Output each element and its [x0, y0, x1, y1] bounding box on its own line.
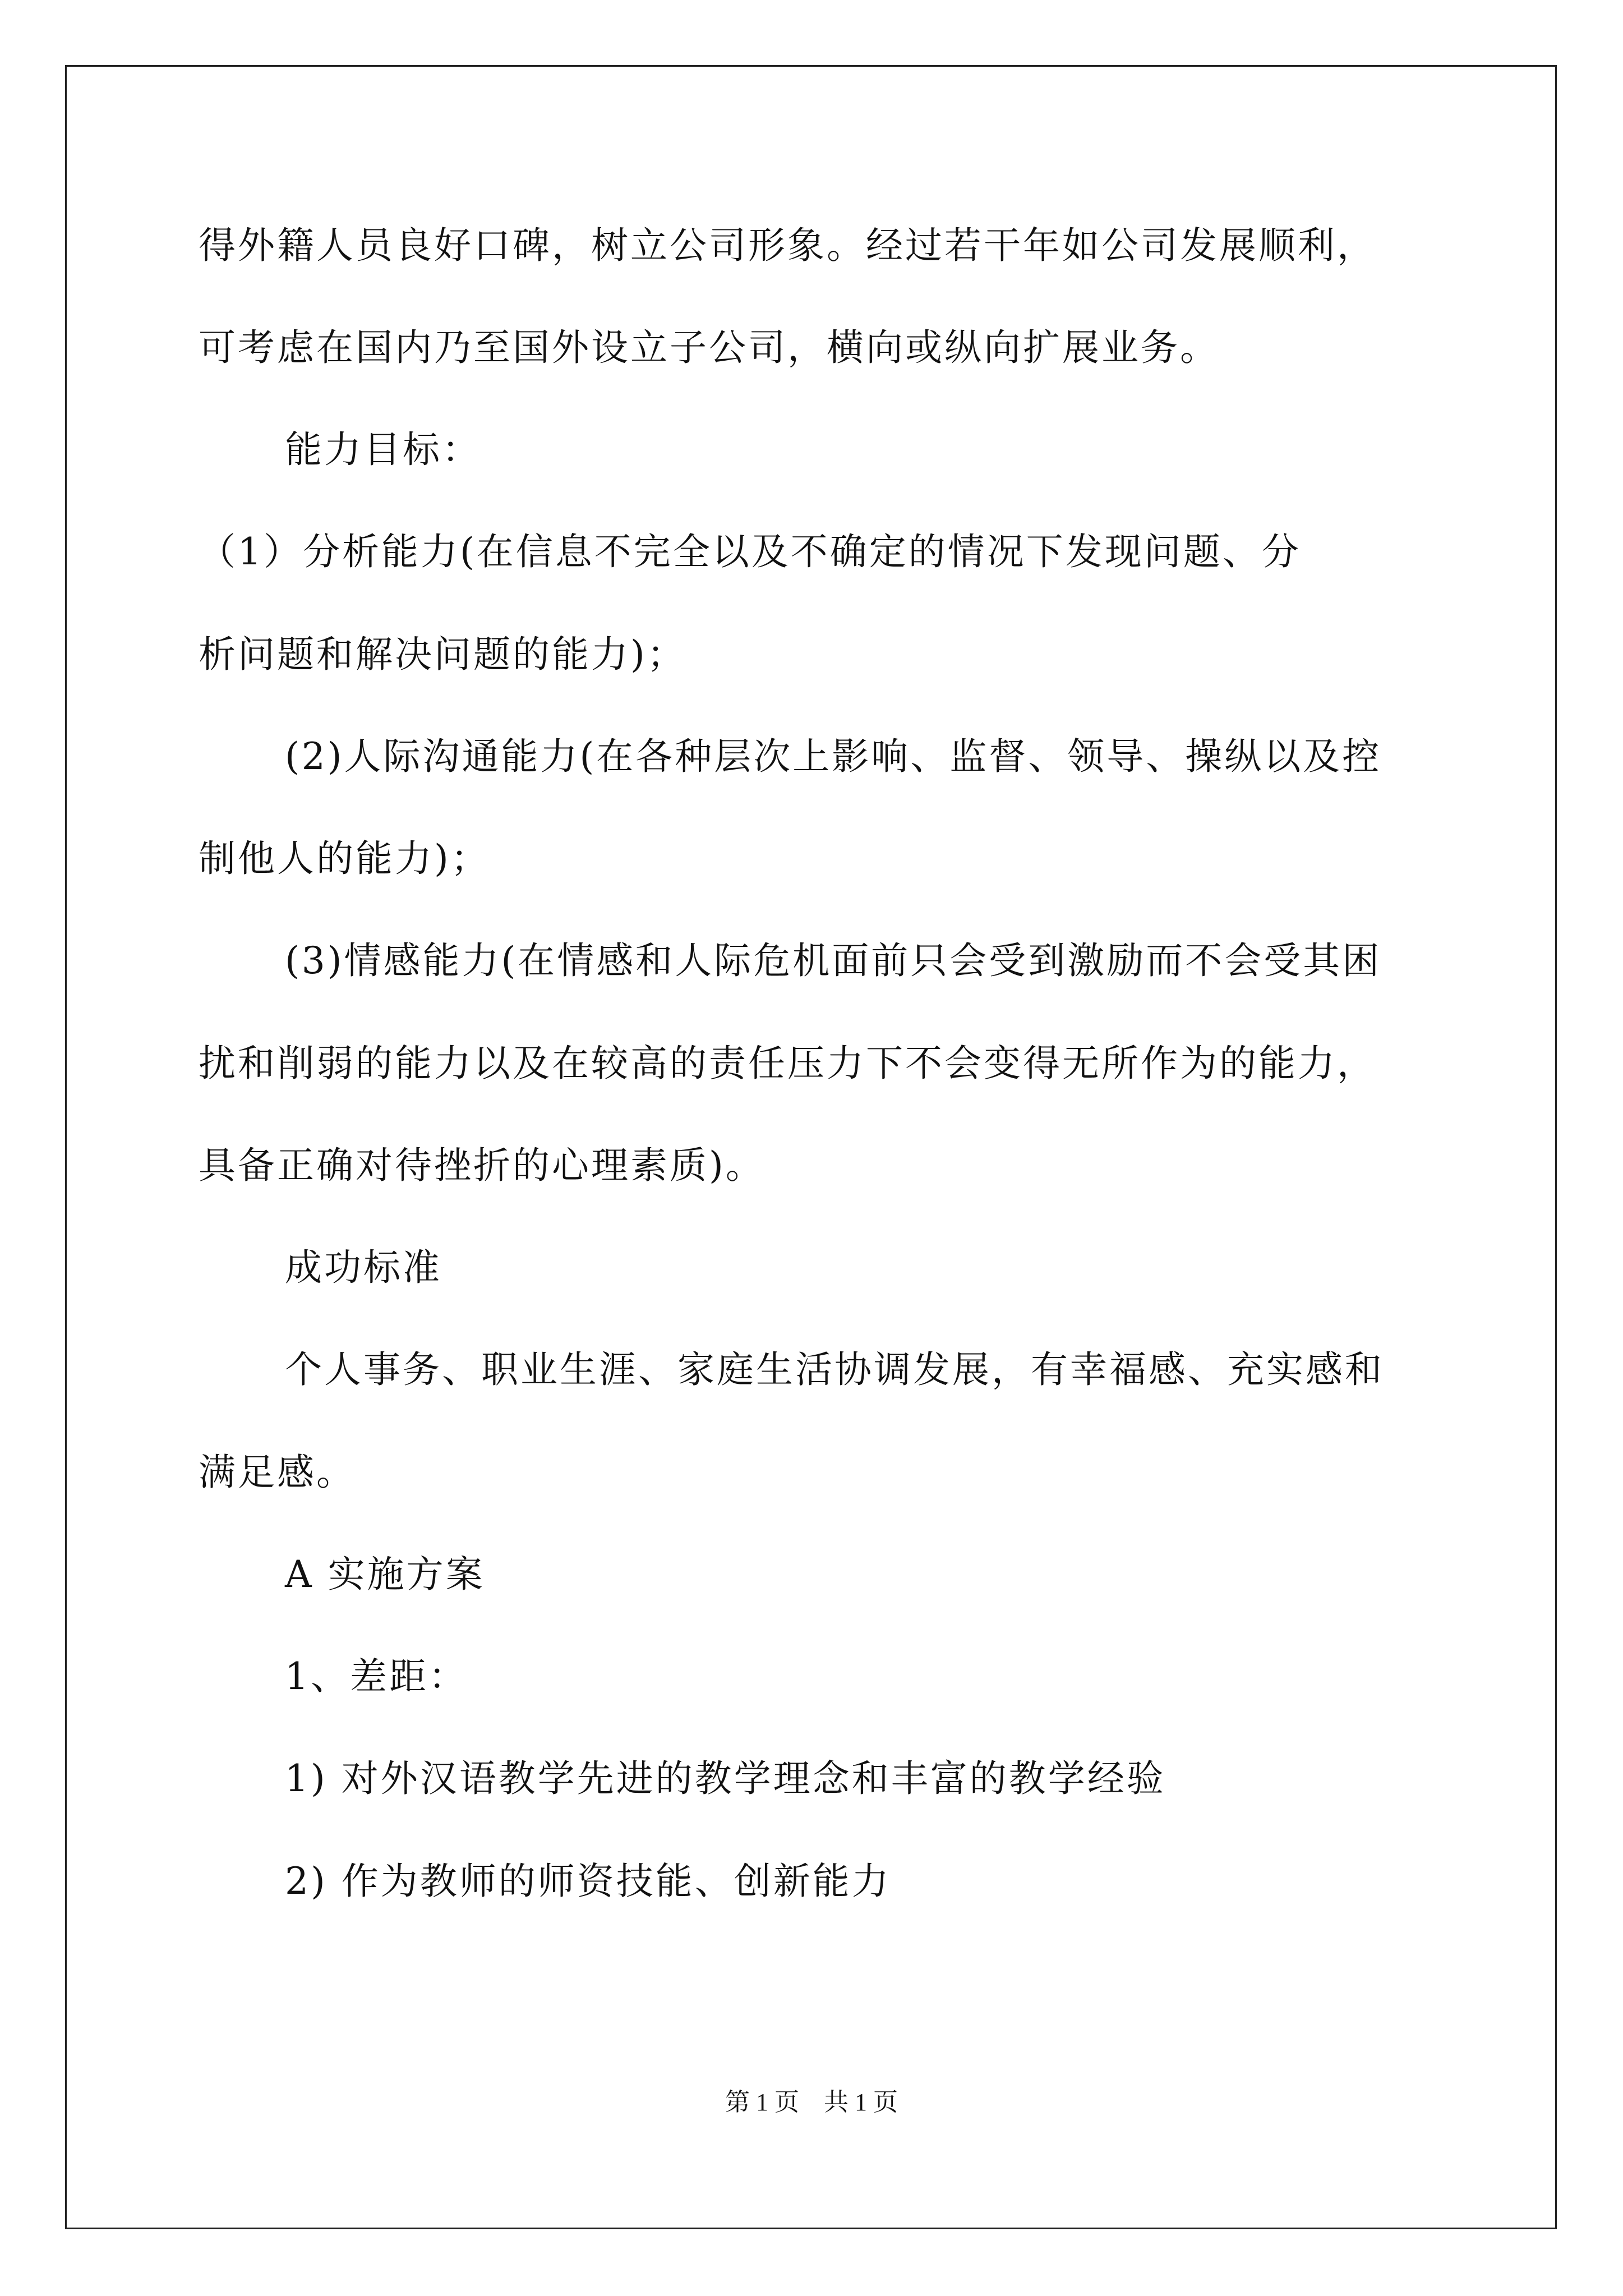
text-line: （1）分析能力(在信息不完全以及不确定的情况下发现问题、分	[199, 530, 1301, 573]
text-line: 析问题和解决问题的能力)；	[199, 633, 686, 676]
list-item: 1) 对外汉语教学先进的教学理念和丰富的教学经验	[285, 1757, 1166, 1800]
page-number-footer: 第 1 页 共 1 页	[725, 2088, 898, 2116]
section-heading-ability-goals: 能力目标：	[285, 428, 481, 471]
list-item: 2) 作为教师的师资技能、创新能力	[285, 1860, 891, 1903]
section-heading-success-criteria: 成功标准	[285, 1246, 442, 1289]
text-line: (3)情感能力(在情感和人际危机面前只会受到激励而不会受其困	[285, 939, 1382, 982]
text-line: 个人事务、职业生涯、家庭生活协调发展，有幸福感、充实感和	[285, 1348, 1384, 1391]
text-line: 满足感。	[199, 1451, 356, 1494]
section-heading-implementation-plan: A 实施方案	[285, 1553, 485, 1596]
list-heading-gap: 1、差距：	[285, 1655, 468, 1698]
text-line: (2)人际沟通能力(在各种层次上影响、监督、领导、操纵以及控	[285, 735, 1382, 778]
text-line: 可考虑在国内乃至国外设立子公司，横向或纵向扩展业务。	[199, 326, 1219, 369]
text-line: 制他人的能力)；	[199, 837, 490, 880]
text-line: 具备正确对待挫折的心理素质)。	[199, 1144, 765, 1187]
text-line: 扰和削弱的能力以及在较高的责任压力下不会变得无所作为的能力，	[199, 1042, 1376, 1085]
text-line: 得外籍人员良好口碑，树立公司形象。经过若干年如公司发展顺利，	[199, 224, 1376, 267]
